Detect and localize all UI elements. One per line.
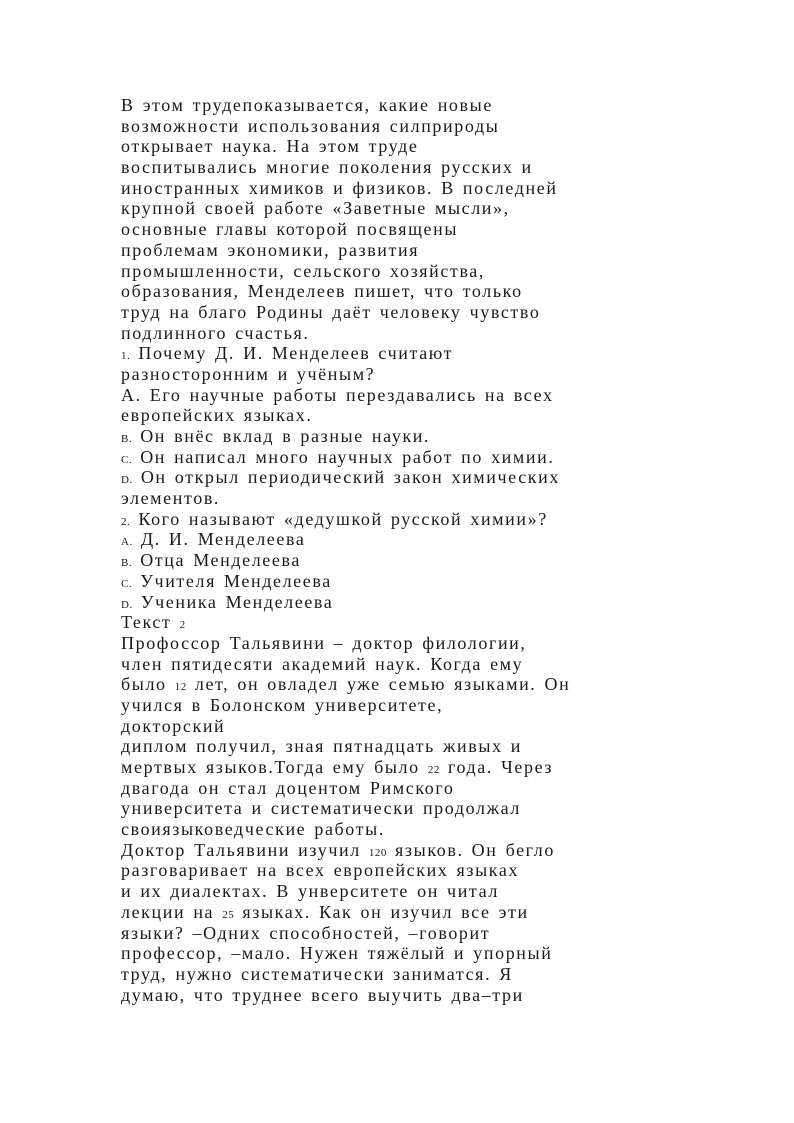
text-line — [121, 757, 681, 778]
text-line — [121, 198, 681, 219]
line-text: университета и систематически продолжал — [121, 798, 521, 819]
line-text: Почему Д. И. Менделеев считают — [138, 343, 454, 364]
text-line — [121, 426, 681, 447]
line-text: Кого называют «дедушкой русской химии»? — [138, 508, 548, 529]
inline-number: 120 — [368, 846, 387, 859]
line-text: иностранных химиков и физиков. В последней — [121, 177, 558, 198]
line-text: открывает наука. На этом труде — [121, 136, 419, 157]
text-line — [121, 240, 681, 261]
text-line — [121, 364, 681, 385]
line-text: Он внёс вклад в разные науки. — [140, 426, 431, 446]
line-text: учился в Болонском университете, — [121, 694, 444, 715]
line-text: разносторонним и учёным? — [121, 363, 376, 384]
line-text: Д. И. Менделеева — [140, 529, 306, 550]
line-text: Он написал много научных работ по химии. — [140, 446, 555, 467]
text-line — [121, 509, 681, 530]
text-line — [121, 985, 681, 1006]
text-line — [121, 529, 681, 550]
line-text: воспитывались многие поколения русских и — [121, 157, 533, 178]
line-text: Учителя Менделеева — [140, 570, 332, 591]
line-text: промышленности, сельского хозяйства, — [121, 260, 485, 281]
line-text-after: языков. Он бегло — [395, 839, 555, 860]
list-marker: B. — [121, 557, 133, 570]
text-line — [121, 716, 681, 737]
line-text: труд на благо Родины даёт человеку чувство — [121, 301, 541, 322]
text-line — [121, 798, 681, 819]
text-line — [121, 343, 681, 364]
line-text-after: языках. Как он изучил все эти — [242, 901, 529, 922]
text-line — [121, 405, 681, 426]
text-line — [121, 571, 681, 592]
text-line — [121, 860, 681, 881]
text-line — [121, 261, 681, 282]
inline-number: 22 — [427, 764, 440, 776]
line-text: языки? –Одних способностей, –говорит — [121, 922, 491, 943]
line-text: Профоссор Тальявини – доктор филологии, — [121, 632, 527, 653]
line-text: член пятидесяти академий наук. Когда ему — [121, 653, 524, 674]
line-text: А. Его научные работы перездавались на всех — [121, 384, 554, 405]
text-line — [121, 95, 681, 116]
text-line — [121, 840, 681, 861]
line-text-after: лет, он овладел уже семью языками. Он — [194, 674, 571, 695]
list-marker: B. — [121, 433, 133, 445]
text-line — [121, 178, 681, 199]
text-line — [121, 302, 681, 323]
line-text: и их диалектах. В унверситете он читал — [121, 881, 499, 902]
text-line — [121, 385, 681, 406]
list-marker: D. — [121, 474, 133, 487]
list-marker: C. — [121, 453, 133, 466]
line-text: образования, Менделеев пишет, что только — [121, 281, 523, 302]
text-line — [121, 281, 681, 302]
line-text: Он открыл периодический закон химических — [140, 467, 560, 488]
line-text-after: года. Через — [447, 757, 554, 777]
list-marker: A. — [121, 536, 133, 549]
document-page — [121, 95, 681, 1005]
text-line — [121, 116, 681, 137]
text-line — [121, 654, 681, 675]
text-line — [121, 819, 681, 840]
line-text: подлинного счастья. — [121, 322, 310, 343]
text-line — [121, 592, 681, 613]
line-text: мертвых языков.Тогда ему было — [121, 757, 420, 777]
text-line — [121, 964, 681, 985]
text-line — [121, 550, 681, 571]
line-text: докторский — [121, 715, 226, 736]
inline-number: 12 — [174, 681, 187, 694]
line-text: Доктор Тальявини изучил — [121, 839, 361, 860]
text-line — [121, 902, 681, 923]
text-line — [121, 923, 681, 944]
text-line — [121, 736, 681, 757]
line-text: основные главы которой посвящены — [121, 219, 459, 240]
line-text: труд, нужно систематически заниматся. Я — [121, 963, 513, 984]
text-line — [121, 219, 681, 240]
inline-number: 25 — [222, 908, 235, 921]
line-text: крупной своей работе «Заветные мысли», — [121, 198, 510, 219]
text-line — [121, 612, 681, 633]
line-text: разговаривает на всех европейских языках — [121, 860, 520, 881]
line-text: было — [121, 674, 167, 695]
text-line — [121, 674, 681, 695]
line-text: возможности использования силприроды — [121, 115, 500, 136]
line-text: думаю, что труднее всего выучить два–три — [121, 984, 524, 1005]
text-line — [121, 136, 681, 157]
list-marker: C. — [121, 577, 133, 590]
line-text: лекции на — [121, 901, 215, 922]
line-text: Отца Менделеева — [140, 550, 301, 571]
line-text: элементов. — [121, 488, 221, 509]
line-text: европейских языках. — [121, 405, 313, 426]
text-line — [121, 157, 681, 178]
line-text: двагода он стал доцентом Римского — [121, 777, 455, 798]
text-line — [121, 323, 681, 344]
line-text: Текст — [121, 612, 172, 633]
list-marker: 2. — [121, 515, 131, 528]
line-text: диплом получил, зная пятнадцать живых и — [121, 736, 522, 757]
text-line — [121, 633, 681, 654]
text-line — [121, 467, 681, 488]
text-line — [121, 881, 681, 902]
text-line — [121, 943, 681, 964]
line-text: профессор, –мало. Нужен тяжёлый и упорный — [121, 943, 553, 964]
line-text: проблемам экономики, развития — [121, 239, 420, 260]
line-text: своиязыковедческие работы. — [121, 819, 385, 840]
line-text: Ученика Менделеева — [140, 591, 334, 612]
text-line — [121, 488, 681, 509]
text-line — [121, 778, 681, 799]
text-line — [121, 695, 681, 716]
list-marker: D. — [121, 598, 133, 611]
list-marker: 1. — [121, 350, 131, 363]
inline-number: 2 — [179, 619, 186, 632]
line-text: В этом трудепоказывается, какие новые — [121, 95, 493, 115]
text-line — [121, 447, 681, 468]
